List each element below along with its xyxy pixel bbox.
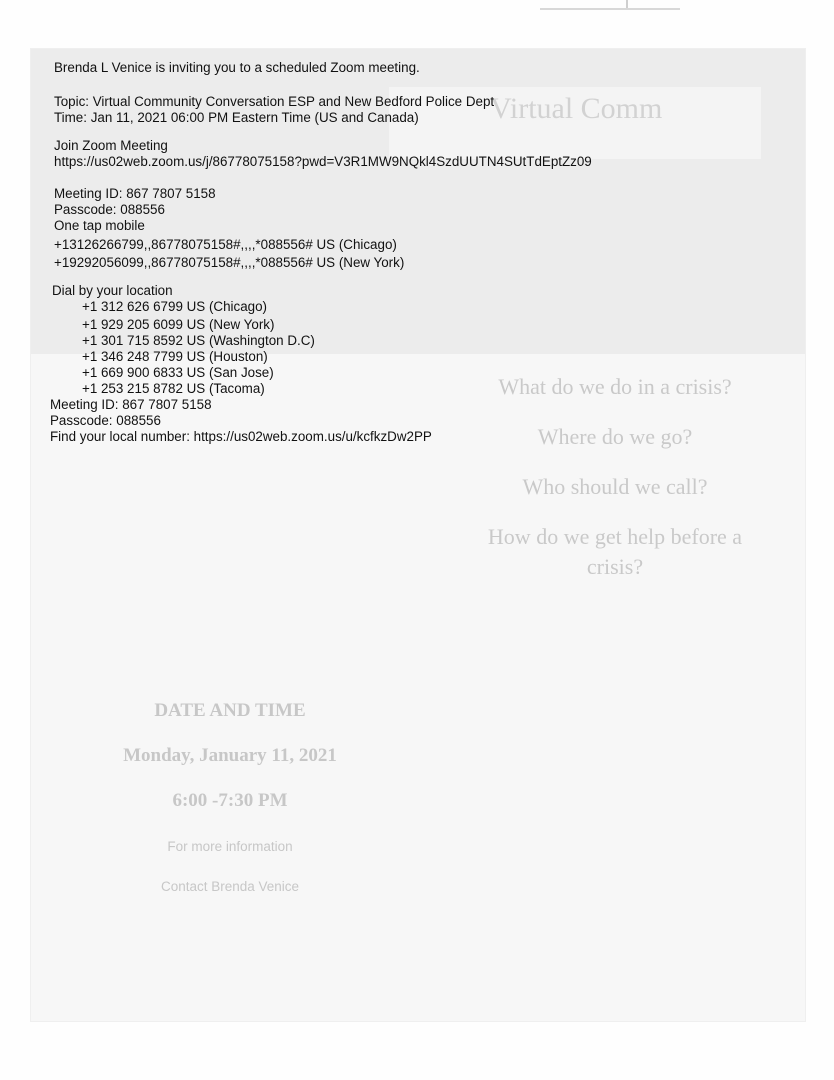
flyer-question: Who should we call? bbox=[522, 474, 708, 499]
flyer-info-label: For more information bbox=[167, 839, 293, 854]
dial-number: +1 312 626 6799 US (Chicago) bbox=[82, 299, 267, 314]
invite-intro: Brenda L Venice is inviting you to a scheduled Zoom meeting. bbox=[54, 60, 420, 75]
flyer-date-heading: DATE AND TIME bbox=[154, 700, 306, 721]
flyer-banner-title: Virtual Comm bbox=[490, 92, 663, 125]
flyer-question: How do we get help before a bbox=[487, 524, 743, 549]
dial-number: +1 301 715 8592 US (Washington D.C) bbox=[82, 333, 315, 348]
one-tap-number[interactable]: +13126266799,,86778075158#,,,,*088556# US (Chicago) bbox=[54, 237, 397, 252]
dial-number: +1 346 248 7799 US (Houston) bbox=[82, 349, 268, 364]
one-tap-label: One tap mobile bbox=[54, 218, 145, 233]
flyer-date: Monday, January 11, 2021 bbox=[123, 745, 337, 766]
local-number-link[interactable]: Find your local number: https://us02web.zoom.us/u/kcfkzDw2PP bbox=[50, 429, 432, 444]
dial-label: Dial by your location bbox=[52, 283, 173, 298]
meeting-topic: Topic: Virtual Community Conversation ESP and New Bedford Police Dept bbox=[54, 94, 495, 109]
flyer-question: crisis? bbox=[586, 554, 644, 579]
meeting-id: Meeting ID: 867 7807 5158 bbox=[54, 186, 216, 201]
join-label: Join Zoom Meeting bbox=[54, 138, 168, 153]
meeting-id: Meeting ID: 867 7807 5158 bbox=[50, 397, 212, 412]
join-url[interactable]: https://us02web.zoom.us/j/86778075158?pwd=V3R1MW9NQkl4SzdUUTN4SUtTdEptZz09 bbox=[54, 154, 592, 169]
flyer-question: What do we do in a crisis? bbox=[498, 374, 732, 399]
dial-number: +1 929 205 6099 US (New York) bbox=[82, 317, 275, 332]
meeting-time: Time: Jan 11, 2021 06:00 PM Eastern Time (US and Canada) bbox=[54, 110, 419, 125]
flyer-question: Where do we go? bbox=[537, 424, 693, 449]
flyer-time: 6:00 -7:30 PM bbox=[172, 790, 288, 811]
flyer-contact: Contact Brenda Venice bbox=[160, 879, 300, 894]
passcode: Passcode: 088556 bbox=[50, 413, 161, 428]
one-tap-number[interactable]: +19292056099,,86778075158#,,,,*088556# US (New York) bbox=[54, 255, 405, 270]
dial-number: +1 669 900 6833 US (San Jose) bbox=[82, 365, 274, 380]
passcode: Passcode: 088556 bbox=[54, 202, 165, 217]
dial-number: +1 253 215 8782 US (Tacoma) bbox=[82, 381, 265, 396]
